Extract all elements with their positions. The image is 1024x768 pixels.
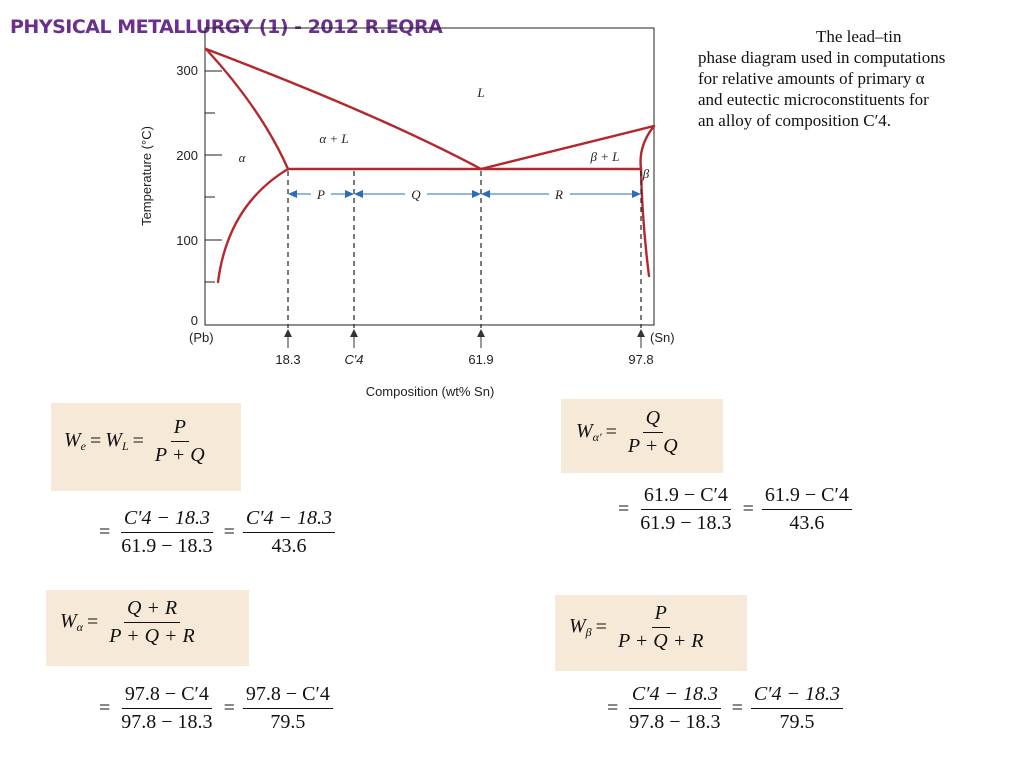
y-tick-label-100: 100 [176,233,198,248]
solvus-beta [641,169,649,276]
slide-title: PHYSICAL METALLURGY (1) - 2012 R.EQRA [10,16,443,38]
walpha-fraction: $\frac{Q + R}{P + Q + R}$ [109,597,195,647]
walpha-prime-result-fraction: $\frac{61.9 - C'4}{43.6}$ [762,485,852,534]
walpha-step-fraction: $\frac{97.8 - C'4}{97.8 - 18.3}$ [121,683,213,733]
composition-arrows [288,330,641,348]
x-label-pb: (Pb) [189,330,214,345]
plot-frame [205,28,654,325]
we-result-fraction: $\frac{C'4 - 18.3}{43.6}$ [243,508,335,557]
phase-boundaries [206,49,654,282]
phase-label-liquid: L [477,85,485,100]
walpha-result-fraction: $\frac{97.8 - C'4}{79.5}$ [243,684,333,733]
wbeta-fraction: $\frac{P}{P + Q + R}$ [617,602,704,652]
we-lhs: $W_e$ [64,429,86,453]
walpha-prime-fraction: $\frac{Q}{P + Q}$ [627,407,678,457]
wbeta-step-fraction: $\frac{C'4 - 18.3}{97.8 - 18.3}$ [629,683,721,733]
formula-walpha: $W_\alpha$ = $\frac{Q + R}{P + Q + R}$ [60,598,202,647]
liquidus-left [206,49,481,169]
dim-label-p: P [317,187,325,202]
x-label-sn: (Sn) [650,330,675,345]
phase-diagram [0,0,700,410]
formula-we: $W_e$ = $W_L$ = $\frac{P}{P + Q}$ [64,417,212,466]
dim-label-q: Q [411,187,421,202]
formula-walpha-step: = $\frac{97.8 - C'4}{97.8 - 18.3}$ = $\frac{97.8 - C'4}{79.5}$ [95,684,337,733]
formula-walpha-prime-step: = $\frac{61.9 - C'4}{61.9 - 18.3}$ = $\frac{61.9 - C'4}{43.6}$ [614,485,856,534]
liquidus-right [481,126,654,169]
formula-we-step: = $\frac{C'4 - 18.3}{61.9 - 18.3}$ = $\frac{C'4 - 18.3}{43.6}$ [95,508,339,557]
walpha-prime-step-fraction: $\frac{61.9 - C'4}{61.9 - 18.3}$ [640,484,732,534]
we-fraction: $\frac{P}{P + Q}$ [154,416,205,466]
phase-label-beta: β [642,166,650,181]
wl-lhs: $W_L$ [105,429,129,453]
caption-body: phase diagram used in computations for relative amounts of primary α and eutectic microconstituents for an alloy of composition C′4. [698,48,946,130]
solvus-alpha [218,169,288,282]
walpha-lhs: $W_\alpha$ [60,610,83,634]
y-axis-title: Temperature (°C) [139,126,154,226]
formula-wbeta-step: = $\frac{C'4 - 18.3}{97.8 - 18.3}$ = $\frac{C'4 - 18.3}{79.5}$ [603,684,847,733]
x-tick-label-97-8: 97.8 [628,352,654,367]
caption-line-1: The lead–tin [816,27,902,46]
y-tick-label-300: 300 [176,63,198,78]
wbeta-lhs: $W_\beta$ [569,615,592,639]
x-axis-title: Composition (wt% Sn) [365,384,495,399]
walpha-prime-lhs: $W_{\alpha'}$ [576,420,602,444]
x-tick-label-61-9: 61.9 [468,352,494,367]
dim-label-r: R [555,187,563,202]
phase-label-beta-liquid: β + L [590,149,620,164]
formula-wbeta: $W_\beta$ = $\frac{P}{P + Q + R}$ [569,603,710,652]
solidus-beta [641,126,654,169]
we-step-fraction: $\frac{C'4 - 18.3}{61.9 - 18.3}$ [121,507,213,557]
solidus-alpha [206,49,288,169]
figure-caption [698,26,948,131]
y-tick-label-200: 200 [176,148,198,163]
y-ticks [205,71,222,282]
x-tick-label-18-3: 18.3 [275,352,301,367]
phase-label-alpha-liquid: α + L [319,131,349,146]
phase-label-alpha: α [238,150,246,165]
formula-walpha-prime: $W_{\alpha'}$ = $\frac{Q}{P + Q}$ [576,408,685,457]
x-tick-label-c4: C′4 [344,352,364,367]
y-tick-label-0: 0 [190,313,198,328]
wbeta-result-fraction: $\frac{C'4 - 18.3}{79.5}$ [751,684,843,733]
